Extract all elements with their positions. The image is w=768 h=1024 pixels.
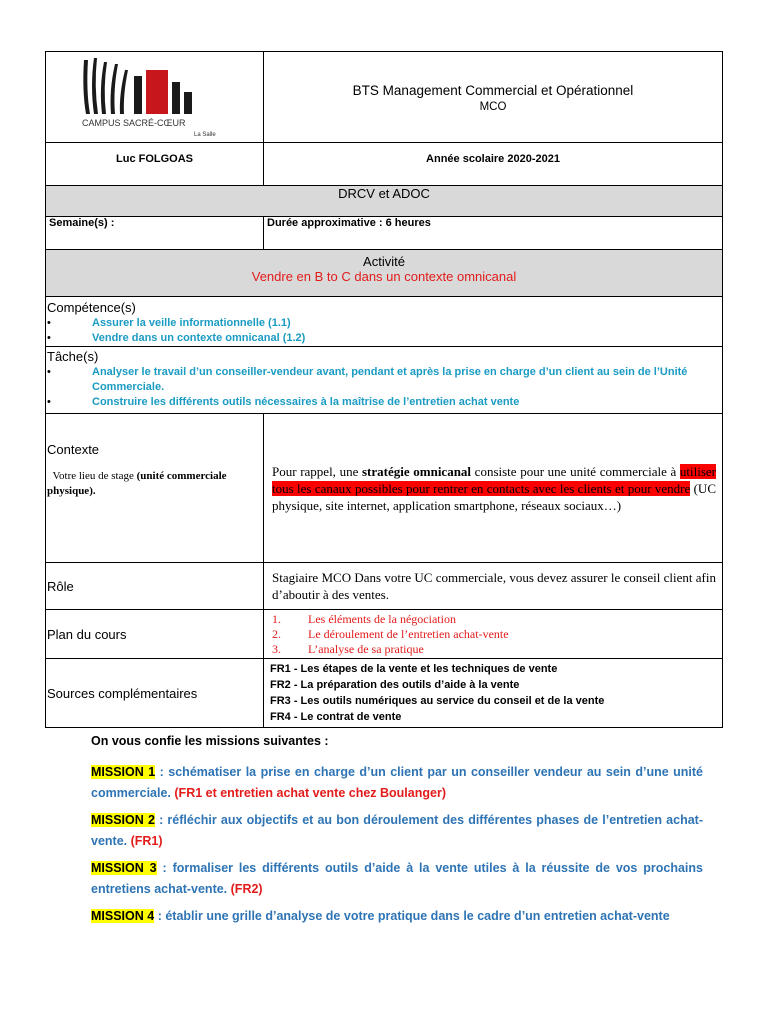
plan-label: Plan du cours (46, 610, 264, 659)
mission-label: MISSION 1 (91, 765, 156, 779)
campus-logo (78, 56, 228, 138)
contexte-text-d: (UC physique, site internet, application smartphone, réseaux sociaux…) (272, 480, 716, 513)
logo-text: CAMPUS SACRÉ-CŒUR (82, 118, 186, 128)
page-title: BTS Management Commercial et Opérationnel (352, 83, 634, 98)
plan-list (264, 612, 722, 657)
activity-label: Activité (363, 254, 405, 269)
contexte-highlight: utiliser tous les canaux possibles pour rentrer en contacts avec les clients et pour vendre (272, 463, 717, 496)
source-item: FR2 - La préparation des outils d’aide à la vente (270, 679, 520, 691)
contexte-label-cell (46, 414, 264, 563)
plan-item: 3. L’analyse de sa pratique (272, 641, 424, 656)
mission-text: formaliser les différents outils d’aide à la vente utiles à la réussite de vos prochains entretiens achat-vente. (91, 861, 703, 896)
weeks-label: Semaine(s) : (46, 217, 264, 250)
contexte-text-a: Pour rappel, une (272, 463, 362, 479)
teacher-name: Luc FOLGOAS (46, 143, 264, 186)
mission-4: MISSION 4 : établir une grille d’analyse de votre pratique dans le cadre d’un entretien achat-vente (91, 909, 670, 923)
missions-intro: On vous confie les missions suivantes : (91, 734, 329, 748)
sources-list (264, 659, 723, 728)
mission-ref: (FR1 et entretien achat vente chez Boulanger) (174, 786, 446, 800)
competences-section (46, 297, 723, 347)
source-item: FR1 - Les étapes de la vente et les techniques de vente (270, 663, 558, 675)
taches-section (46, 347, 723, 414)
activity-sheet (45, 51, 723, 728)
subject-b: ADOC (392, 186, 430, 201)
contexte-keyword: stratégie omnicanal (361, 463, 472, 479)
header-title-cell (264, 52, 723, 143)
mission-2: MISSION 2 : réfléchir aux objectifs et au bon déroulement des différentes phases de l’entretien achat-vente. (FR1) (91, 813, 703, 848)
contexte-text-c: consiste pour une unité commerciale à (471, 463, 680, 479)
page-subtitle: MCO (479, 101, 507, 113)
tache-item: • Analyser le travail d’un conseiller-vendeur avant, pendant et après la prise en charge d’un client au sein de l’Unité Commerciale. (46, 365, 722, 395)
mission-text: schématiser la prise en charge d’un client par un conseiller vendeur au sein d’une unité commerciale. (91, 765, 704, 800)
taches-label: Tâche(s) (47, 349, 99, 364)
mission-ref: (FR2) (230, 882, 263, 896)
activity-title: Vendre en B to C dans un contexte omnicanal (251, 269, 517, 284)
plan-item: 2. Le déroulement de l’entretien achat-vente (272, 626, 509, 641)
mission-3: MISSION 3 : formaliser les différents outils d’aide à la vente utiles à la réussite de vos prochains entretiens achat-vente. (FR2) (91, 861, 703, 896)
activity-banner (46, 250, 723, 297)
mission-text: réfléchir aux objectifs et au bon déroulement des différentes phases de l’entretien achat-vente. (91, 813, 703, 848)
contexte-label: Contexte (47, 442, 100, 457)
school-year: Année scolaire 2020-2021 (264, 143, 723, 186)
contexte-note (46, 469, 263, 499)
duration-label: Durée approximative : 6 heures (264, 217, 723, 250)
logo-cell (46, 52, 264, 143)
plan-list-cell (264, 610, 723, 659)
mission-label: MISSION 2 (91, 813, 155, 827)
contexte-text (264, 414, 723, 563)
contexte-note-a: Votre lieu de stage (52, 470, 137, 482)
competence-item: • Assurer la veille informationnelle (1.1) (46, 316, 722, 331)
mission-label: MISSION 4 (91, 909, 155, 923)
source-item: FR3 - Les outils numériques au service du conseil et de la vente (270, 695, 605, 707)
competences-label: Compétence(s) (47, 300, 136, 315)
contexte-note-b: (unité commerciale physique). (47, 470, 227, 497)
mission-ref: (FR1) (130, 834, 163, 848)
plan-item: 1. Les éléments de la négociation (272, 611, 456, 626)
sources-label: Sources complémentaires (46, 659, 264, 728)
competence-item: • Vendre dans un contexte omnicanal (1.2) (46, 331, 722, 346)
mission-1: MISSION 1 : schématiser la prise en charge d’un client par un conseiller vendeur au sein d’une unité commerciale. (FR1 et entretien achat vente chez Boulanger) (91, 765, 704, 800)
missions-section (91, 731, 703, 933)
role-text: Stagiaire MCO Dans votre UC commerciale, vous devez assurer le conseil client afin d’aboutir à des ventes. (264, 563, 723, 610)
subject-banner (46, 186, 723, 217)
logo-subtext: La Salle (194, 132, 216, 138)
role-label: Rôle (46, 563, 264, 610)
tache-item: • Construire les différents outils nécessaires à la maîtrise de l’entretien achat vente (46, 395, 722, 410)
source-item: FR4 - Le contrat de vente (270, 711, 402, 723)
mission-label: MISSION 3 (91, 861, 157, 875)
subject-a: DRCV (338, 186, 375, 201)
subject-joiner: et (374, 186, 393, 201)
mission-text: établir une grille d’analyse de votre pratique dans le cadre d’un entretien achat-vente (165, 909, 670, 923)
